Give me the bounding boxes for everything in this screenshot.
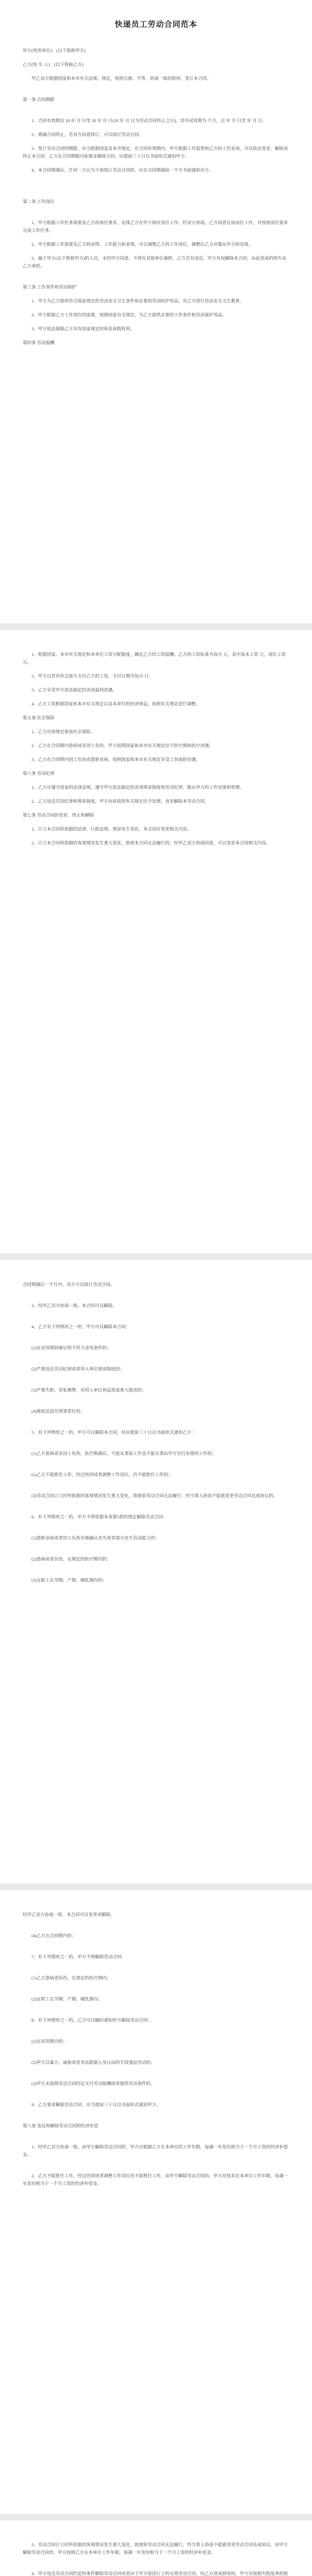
clause-paragraph: 2、乙方违反劳动纪律和规章制度，甲方有权依照有关规定给予处理，直至解除本劳动合同。 (31, 799, 209, 804)
list-item: (3)甲方未按照劳动合同约定支付劳动报酬或者提供劳动条件的。 (31, 2081, 155, 2086)
clause-paragraph: 2、甲方以货币形式按月支付乙方的工资，支付日期为每月 日。 (31, 673, 153, 679)
clause-paragraph: 1、订立本合同所依据的法律、行政法规、规章发生变化，本合同应变更相关内容。 (31, 826, 192, 832)
clause-paragraph: 9、乙方要求解除劳动合同，应当提前三十日以书面形式通知甲方。 (31, 2102, 161, 2107)
list-item: (1)患职业病或者因工负伤并被确认丧失或者部分丧失劳动能力的； (31, 1535, 159, 1540)
list-item: (1)乙方患病或负伤，在规定的医疗期内； (31, 1975, 111, 1980)
party-b-line: 乙方(快 车 人)：(以下简称乙方) (23, 62, 84, 67)
list-item: (2)患病或者负伤，在规定的医疗期内的； (31, 1556, 111, 1562)
clause-paragraph: 3、属于甲方(以下简称甲方)的人员，未经甲方同意，不得在其他单位兼职，乙方若有违反，甲方有权解除本合同，由此造成的损失由乙方承担。 (23, 256, 287, 268)
document-page-3 (0, 1260, 312, 1884)
clause-paragraph: 4、乙方有下列情形之一的，甲方可以解除本合同： (31, 1324, 130, 1329)
list-item: (3)女职工在孕期、产期、哺乳期内的； (31, 1578, 107, 1583)
clause-paragraph: 经甲乙双方协商一致，本合同可以变更或解除。 (23, 1912, 115, 1917)
clause-paragraph: 3、签订劳动合同的期限，应当根据国家及本市规定，在合同有效期内，甲方根据工作需要和乙方的工作表现，可以依法变更、解除或终止本合同，乙方在合同期限内如要求解除合同，应提前三十日以书面形式通知甲方。 (23, 146, 288, 159)
list-item: (2)乙方不能胜任工作，经过培训或者调整工作岗位，仍不能胜任工作的； (31, 1472, 173, 1477)
list-item: (4)乙方在合同期内的； (31, 1933, 76, 1938)
clause-paragraph: 3、乙方享受甲方依法制定的各项福利待遇。 (31, 687, 117, 692)
clause-paragraph: 1、甲方根据工作任务需要及乙方的岗位要求，安排乙方在甲方相应岗位工作。经双方协商，乙方同意在该岗位工作，并按照岗位要求完成工作任务。 (23, 220, 288, 233)
list-item: (2)女职工在孕期、产期、哺乳期内； (31, 1996, 103, 2002)
list-item: (1)在试用期内的； (31, 2039, 68, 2044)
document-page-5 (0, 2520, 312, 2576)
document-page-2 (0, 630, 312, 1253)
section-heading: 第七条 劳动合同的变更、终止和解除 (23, 812, 94, 818)
clause-paragraph: 1、根据国家、本市有关规定和本单位工资分配制度，确定乙方的工资报酬。乙方的工资标准为每月 元，其中基本工资 元，岗位工资 元。 (23, 652, 286, 665)
section-heading: 第五条 社会保险 (23, 715, 55, 720)
document-title: 快递员工劳动合同范本 (114, 20, 198, 29)
clause-paragraph: 3、乙方在合同期内因工负伤或患职业病，按照国家和本市有关规定享受工伤保险待遇。 (31, 757, 201, 762)
clause-paragraph: 3、劳动合同订立时所依据的客观情况发生重大变化，致使原劳动合同无法履行，经当事人协商不能就变更劳动合同达成协议，由甲方解除劳动合同的，甲方按照乙方在本单位工作年限，每满一年发给相当于一个月工资的经济补偿金。 (23, 2542, 288, 2555)
document-page-1 (0, 0, 312, 623)
section-heading: 第一条 合同期限 (23, 97, 55, 102)
list-item: (3)劳动合同订立时所依据的客观情况发生重大变化，致使原劳动合同无法履行，经当事人协商不能就变更劳动合同达成协议的。 (31, 1493, 278, 1498)
clause-paragraph: 合同期满后一个月内，双方可以续订劳动合同。 (23, 1282, 115, 1287)
section-heading: 第八条 违反和解除劳动合同的经济补偿 (23, 2123, 98, 2128)
clause-paragraph: 5、有下列情形之一的，甲方可以解除本合同，但应提前三十日以书面形式通知乙方： (31, 1430, 196, 1435)
clause-paragraph: 4、本合同期满后，任何一方认为不再续订劳动合同的，应在合同期满前一个月书面通知对方。 (31, 167, 214, 173)
list-item: (2)严重违反劳动纪律或者用人单位规章制度的； (31, 1366, 124, 1371)
clause-paragraph: 2、乙方在合同期内患病或非因工负伤，甲方按照国家和本市有关规定给予医疗期和医疗待遇。 (31, 743, 214, 748)
section-heading: 第六条 劳动纪律 (23, 771, 55, 776)
section-heading: 第二条 工作岗位 (23, 199, 55, 204)
clause-paragraph: 8、有下列情形之一的，乙方可以随时通知甲方解除劳动合同： (31, 2018, 152, 2023)
section-heading: 第四条 劳动报酬 (23, 340, 55, 345)
clause-paragraph: 3、经甲乙双方协商一致，本合同可以解除。 (31, 1303, 117, 1308)
clause-paragraph: 1、合同有效期自 20 年 月 日至 20 年 月 日(20 年 月 日为劳动合同终止之日)。其中试用期为 个月，自 年 月 日至 年 月 日。 (31, 118, 267, 123)
clause-paragraph: 2、期满合同终止，若双方同意续订，可以续订劳动合同。 (31, 132, 143, 137)
clause-paragraph: 1、乙方应按规定参加社会保险。 (31, 729, 95, 734)
clause-paragraph: 4、乙方工资根据国家和本市有关规定以及本单位的经济效益，按照有关规定进行调整。 (31, 701, 201, 706)
list-item: (1)乙方患病或非因工负伤，医疗期满后，不能从事原工作也不能从事由甲方另行安排的工作的； (31, 1451, 217, 1456)
list-item: (2)甲方以暴力、威胁或者非法限制人身自由的手段强迫劳动的； (31, 2060, 155, 2065)
list-item: (3)严重失职、营私舞弊，对用人单位利益造成重大损害的； (31, 1387, 146, 1393)
clause-paragraph: 2、甲方根据乙方工作岗位的需要，按照国家有关规定，为乙方提供必要的工作条件和劳动保护用品。 (31, 312, 227, 317)
clause-paragraph: 7、有下列情形之一的，甲方不得解除劳动合同： (31, 1954, 126, 1959)
clause-paragraph: 2、订立本合同所依据的客观情况发生重大变化，致使本合同无法履行的，经甲乙双方协商同意，可以变更本合同相关内容。 (31, 840, 271, 845)
section-heading: 第三条 工作条件和劳动保护 (23, 284, 77, 290)
list-item: (1)在试用期间被证明不符合录用条件的； (31, 1345, 111, 1350)
clause-paragraph: 1、乙方应遵守国家的法律法规，遵守甲方依法制定的各项规章制度和劳动纪律，服从甲方的工作安排和管理。 (31, 785, 244, 790)
clause-paragraph: 1、甲方为乙方提供符合国家规定的劳动安全卫生条件和必要的劳动防护用品，对乙方进行劳动安全卫生教育。 (31, 298, 244, 303)
clause-paragraph: 6、有下列情形之一的，甲方不得依据本条第5款的规定解除劳动合同： (31, 1514, 168, 1519)
clause-paragraph: 4、甲方违反劳动合同约定的条件解除劳动合同或者由于甲方原因订立的无效劳动合同，给乙方造成损害的，甲方应按损失程度承担赔 (31, 2571, 288, 2576)
clause-paragraph: 2、甲方根据工作需要及乙方的业绩、工作能力和表现，可以调整乙方的工作岗位，调整后乙方应服从甲方的安排。 (31, 242, 253, 247)
document-page-4 (0, 1890, 312, 2514)
clause-paragraph: 3、甲方依法保障乙方享有国家规定的休息休假权利。 (31, 326, 135, 331)
clause-paragraph: 1、经甲乙双方协商一致，由甲方解除劳动合同的，甲方应根据乙方在本单位的工作年限，每满一年发给相当于一个月工资的经济补偿金。 (23, 2144, 288, 2157)
clause-paragraph: 2、乙方不能胜任工作，经过培训或者调整工作岗位仍不能胜任工作，由甲方解除劳动合同的，甲方应按其在本单位工作年限，每满一年发给相当于一个月工资的经济补偿金。 (23, 2173, 288, 2186)
list-item: (4)被依法追究刑事责任的。 (31, 1409, 85, 1414)
preamble-paragraph: 甲乙双方根据国家和本市有关法规、规定，按照自愿、平等、协商一致的原则，签订本合同。 (31, 76, 211, 81)
party-a-line: 甲方(用用单位)：(以下简称甲方) (23, 48, 86, 53)
